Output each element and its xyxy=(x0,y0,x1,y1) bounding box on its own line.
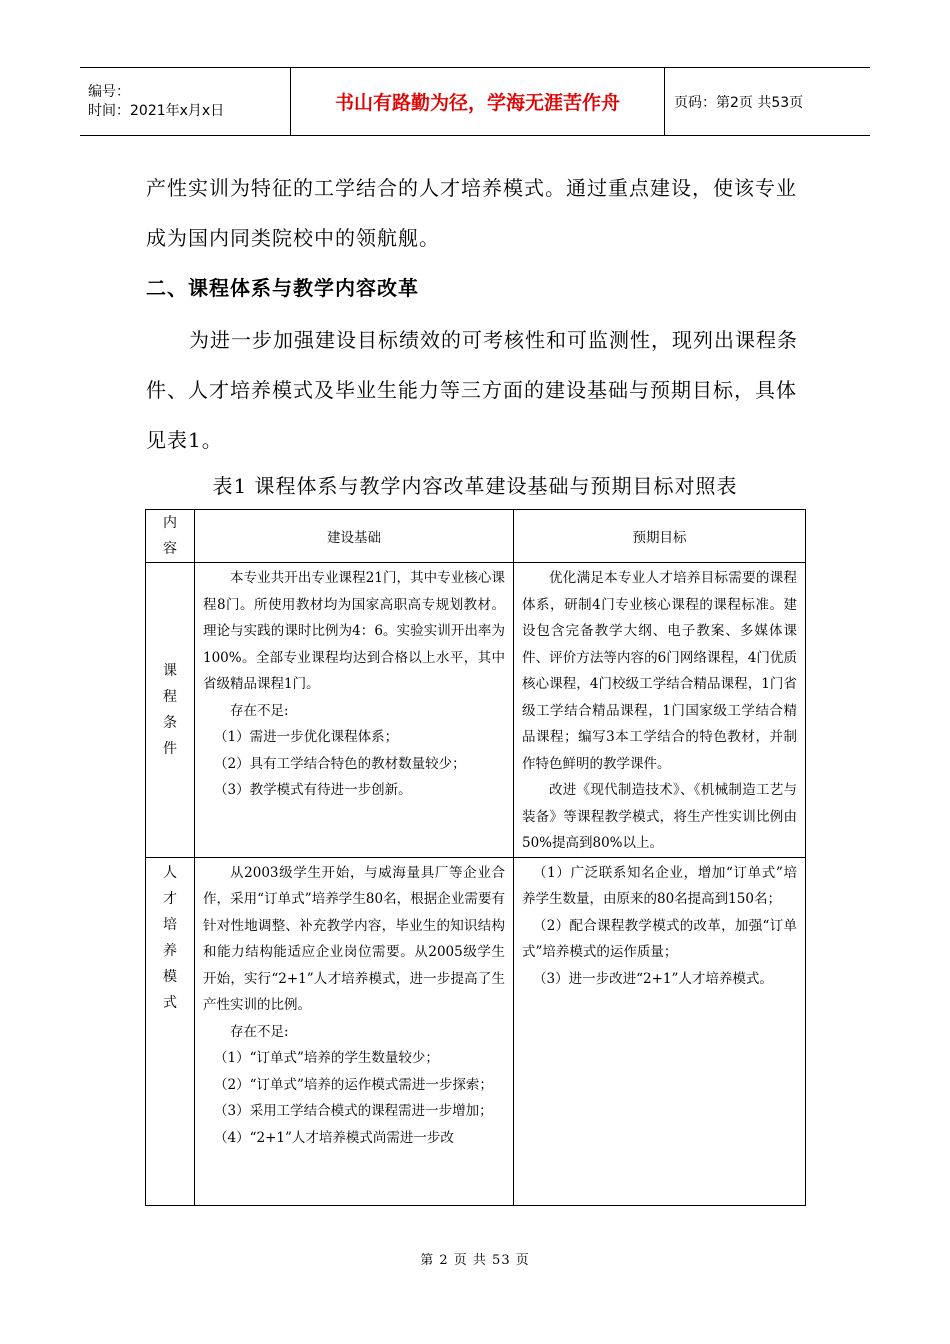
target-cell xyxy=(514,857,806,1205)
basis-text: 存在不足: xyxy=(230,1023,289,1040)
target-text: （2）配合课程教学模式的改革，加强“订单式”培养模式的运作质量； xyxy=(522,917,797,960)
target-cell xyxy=(514,563,806,858)
basis-text: （2）具有工学结合特色的教材数量较少； xyxy=(214,755,466,772)
comparison-table xyxy=(145,509,806,1206)
row-label: 人才培养模式 xyxy=(146,857,195,1205)
document-date: 时间：2021年x月x日 xyxy=(88,102,225,119)
row-label: 课程条件 xyxy=(146,563,195,858)
basis-text: （4）“2+1”人才培养模式尚需进一步改 xyxy=(214,1129,454,1146)
body-paragraph: 为进一步加强建设目标绩效的可考核性和可监测性，现列出课程条件、人才培养模式及毕业生能力等三方面的建设基础与预期目标，具体见表1。 xyxy=(146,328,798,452)
header-cell-content: 内容 xyxy=(146,510,195,563)
page-header xyxy=(80,67,870,136)
basis-text: （1）“订单式”培养的学生数量较少； xyxy=(214,1050,439,1066)
basis-text: （1）需进一步优化课程体系； xyxy=(214,729,399,745)
table-row xyxy=(146,857,806,1205)
header-cell-target: 预期目标 xyxy=(514,510,806,563)
table-caption: 表1 课程体系与教学内容改革建设基础与预期目标对照表 xyxy=(212,474,738,498)
basis-text: 存在不足: xyxy=(230,702,289,719)
basis-cell xyxy=(195,857,514,1205)
basis-text: 本专业共开出专业课程21门，其中专业核心课程8门。所使用教材均为国家高职高专规划教材。理论与实践的课时比例为4：6。实验实训开出率为100%。全部专业课程均达到合格以上水平，其中省级精品课程1门。 xyxy=(203,570,505,692)
header-meta xyxy=(80,68,291,136)
target-text: 改进《现代制造技术》、《机械制造工艺与装备》等课程教学模式，将生产性实训比例由50%提高到80%以上。 xyxy=(522,782,797,851)
section-heading: 二、课程体系与教学内容改革 xyxy=(146,276,419,300)
target-text: （1）广泛联系知名企业，增加“订单式”培养学生数量，由原来的80名提高到150名； xyxy=(522,864,797,907)
page-footer: 第 2 页 共 53 页 xyxy=(420,1253,530,1268)
intro-paragraph: 产性实训为特征的工学结合的人才培养模式。通过重点建设，使该专业成为国内同类院校中的领航舰。 xyxy=(146,176,797,250)
header-motto: 书山有路勤为径，学海无涯苦作舟 xyxy=(291,68,665,136)
header-page-info: 页码：第2页 共53页 xyxy=(674,94,804,111)
target-text: 优化满足本专业人才培养目标需要的课程体系，研制4门专业核心课程的课程标准。建设包含完备教学大纲、电子教案、多媒体课件、评价方法等内容的6门网络课程，4门优质核心课程，4门校级工学结合精品课程，1门省级工学结合精品课程，1门国家级工学结合精品课程；编写3本工学结合的特色教材，并制作特色鲜明的教学课件。 xyxy=(522,570,797,772)
table-header-row xyxy=(146,510,806,563)
basis-cell xyxy=(195,563,514,858)
basis-text: （2）“订单式”培养的运作模式需进一步探索； xyxy=(214,1076,493,1093)
basis-text: （3）采用工学结合模式的课程需进一步增加； xyxy=(214,1103,493,1119)
target-text: （3）进一步改进“2+1”人才培养模式。 xyxy=(533,970,773,987)
header-cell-basis: 建设基础 xyxy=(195,510,514,563)
basis-text: 从2003级学生开始，与威海量具厂等企业合作，采用“订单式”培养学生80名，根据企业需要有针对性地调整、补充教学内容，毕业生的知识结构和能力结构能适应企业岗位需要。从2005级学生开始，实行“2+1”人才培养模式，进一步提高了生产性实训的比例。 xyxy=(203,864,505,1013)
table-row xyxy=(146,563,806,858)
basis-text: （3）教学模式有待进一步创新。 xyxy=(214,782,412,798)
document-number-label: 编号： xyxy=(88,83,130,100)
